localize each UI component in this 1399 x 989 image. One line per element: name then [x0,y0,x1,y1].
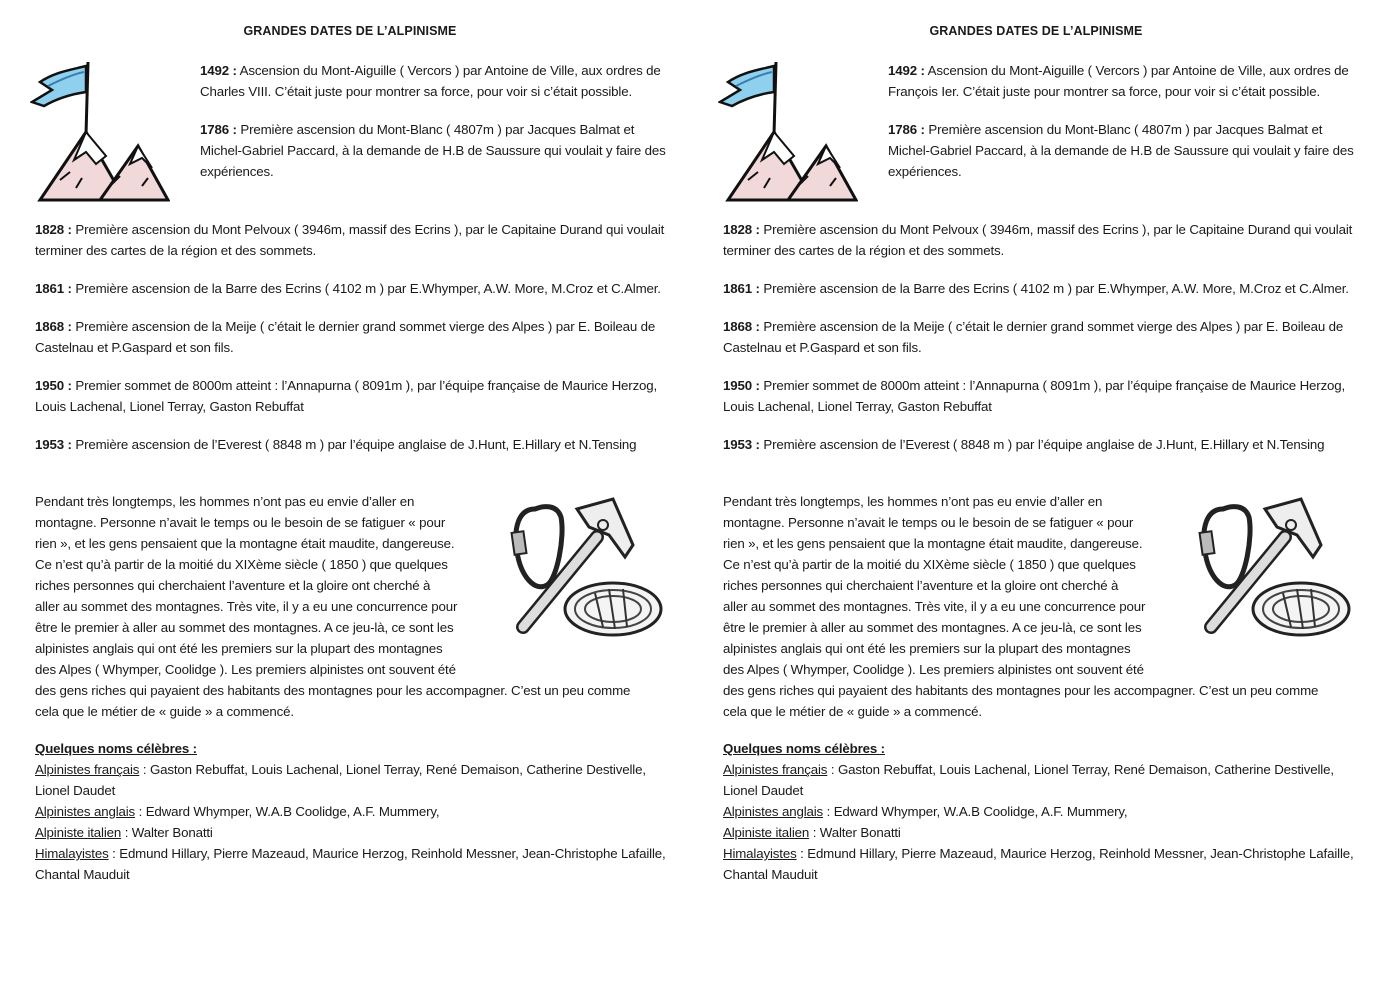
paragraph-line: être le premier à aller au sommet des montagnes. A ce jeu-là, ce sont les [723,620,1142,635]
names-category [723,843,1363,885]
entry-text: Première ascension du Mont Pelvoux ( 3946m, massif des Ecrins ), par le Capitaine Durand qui voulait terminer des cartes de la région et des sommets. [35,222,665,258]
names-heading: Quelques noms célèbres : [723,741,885,756]
entry-text: Première ascension de la Barre des Ecrins ( 4102 m ) par E.Whymper, A.W. More, M.Croz et C.Almer. [759,281,1349,296]
intro-entries [888,60,1358,199]
timeline-entry [35,434,675,455]
paragraph-line: être le premier à aller au sommet des montagnes. A ce jeu-là, ce sont les [35,620,454,635]
entry-text: Première ascension de la Meije ( c’était le dernier grand sommet vierge des Alpes ) par E. Boileau de Castelnau et P.Gaspard et son fils. [723,319,1344,355]
entry-year: 1953 : [723,437,760,452]
entry-year: 1953 : [35,437,72,452]
names-category [35,759,675,801]
entry-year: 1828 : [35,222,72,237]
entry-year: 1950 : [723,378,760,393]
timeline-entry [888,119,1358,182]
category-sep: : [827,762,838,777]
paragraph-line: Ce n’est qu’à partir de la moitié du XIXème siècle ( 1850 ) que quelques [723,557,1136,572]
timeline-entry [35,219,675,261]
category-label: Alpinistes anglais [723,804,824,819]
entry-text: Première ascension du Mont-Blanc ( 4807m ) par Jacques Balmat et Michel-Gabriel Paccard, à la demande de H.B de Saussure qui voulait y faire des expériences. [200,122,666,179]
category-sep: : [121,825,132,840]
page-title: GRANDES DATES DE L’ALPINISME [929,24,1143,38]
category-sep: : [823,804,834,819]
names-category [723,759,1363,801]
entry-text: Première ascension de l’Everest ( 8848 m ) par l’équipe anglaise de J.Hunt, E.Hillary et N.Tensing [759,437,1325,452]
category-label: Alpinistes français [723,762,828,777]
category-label: Alpiniste italien [723,825,810,840]
timeline-entry [200,119,670,182]
entry-year: 1950 : [35,378,72,393]
entry-year: 1492 : [200,63,237,78]
paragraph-line: Pendant très longtemps, les hommes n’ont pas eu envie d’aller en [723,494,1103,509]
timeline-entry [723,316,1363,358]
timeline-entry [35,316,675,358]
category-text: Gaston Rebuffat, Louis Lachenal, Lionel Terray, René Demaison, Catherine Destivelle, Lionel Daudet [723,762,1334,798]
timeline-entry [723,375,1363,417]
mountain-flag-icon [30,60,170,205]
timeline-entry [35,278,675,299]
paragraph-line: des Alpes ( Whymper, Coolidge ). Les premiers alpinistes ont souvent été [35,662,456,677]
category-label: Himalayistes [35,846,109,861]
timeline-entries [723,219,1363,472]
category-sep: : [796,846,808,861]
paragraph-line: des Alpes ( Whymper, Coolidge ). Les premiers alpinistes ont souvent été [723,662,1144,677]
entry-text: Ascension du Mont-Aiguille ( Vercors ) par Antoine de Ville, aux ordres de François Ier. C’était juste pour montrer sa force, pour voir si c’était possible. [888,63,1349,99]
paragraph-line: rien », et les gens pensaient que la montagne était maudite, dangereuse. [35,536,455,551]
page-title: GRANDES DATES DE L’ALPINISME [243,24,457,38]
paragraph-line: des gens riches qui payaient des habitants des montagnes pour les accompagner. C’est un peu comme [723,683,1319,698]
timeline-entry [200,60,670,102]
names-category [723,801,1363,822]
entry-year: 1868 : [35,319,72,334]
entry-text: Première ascension de l’Everest ( 8848 m ) par l’équipe anglaise de J.Hunt, E.Hillary et N.Tensing [71,437,637,452]
category-text: Edmund Hillary, Pierre Mazeaud, Maurice Herzog, Reinhold Messner, Jean-Christophe Lafaille, Chantal Mauduit [35,846,666,882]
names-category [35,822,675,843]
category-text: Walter Bonatti [131,825,213,840]
famous-names-section [35,738,675,885]
entry-year: 1868 : [723,319,760,334]
entry-year: 1786 : [888,122,925,137]
entry-text: Ascension du Mont-Aiguille ( Vercors ) par Antoine de Ville, aux ordres de Charles VIII. C’était juste pour montrer sa force, pour voir si c’était possible. [200,63,661,99]
category-label: Himalayistes [723,846,797,861]
timeline-entry [723,278,1363,299]
entry-text: Première ascension de la Meije ( c’était le dernier grand sommet vierge des Alpes ) par E. Boileau de Castelnau et P.Gaspard et son fils. [35,319,656,355]
entry-text: Première ascension du Mont-Blanc ( 4807m ) par Jacques Balmat et Michel-Gabriel Paccard, à la demande de H.B de Saussure qui voulait y faire des expériences. [888,122,1354,179]
entry-year: 1786 : [200,122,237,137]
timeline-entry [723,219,1363,261]
category-text: Gaston Rebuffat, Louis Lachenal, Lionel Terray, René Demaison, Catherine Destivelle, Lionel Daudet [35,762,646,798]
entry-text: Première ascension du Mont Pelvoux ( 3946m, massif des Ecrins ), par le Capitaine Durand qui voulait terminer des cartes de la région et des sommets. [723,222,1353,258]
entry-year: 1861 : [35,281,72,296]
entry-text: Premier sommet de 8000m atteint : l’Annapurna ( 8091m ), par l’équipe française de Maurice Herzog, Louis Lachenal, Lionel Terray, Gaston Rebuffat [35,378,658,414]
names-category [723,822,1363,843]
paragraph-line: des gens riches qui payaient des habitants des montagnes pour les accompagner. C’est un peu comme [35,683,631,698]
category-text: Edward Whymper, W.A.B Coolidge, A.F. Mummery, [833,804,1128,819]
timeline-entries [35,219,675,472]
paragraph-line: riches personnes qui cherchaient l’aventure et la gloire ont cherché à [723,578,1119,593]
entry-text: Première ascension de la Barre des Ecrins ( 4102 m ) par E.Whymper, A.W. More, M.Croz et C.Almer. [71,281,661,296]
paragraph-line: Ce n’est qu’à partir de la moitié du XIXème siècle ( 1850 ) que quelques [35,557,448,572]
paragraph-line: montagne. Personne n’avait le temps ou le besoin de se fatiguer « pour [35,515,446,530]
category-text: Edward Whymper, W.A.B Coolidge, A.F. Mummery, [145,804,440,819]
timeline-entry [888,60,1358,102]
category-label: Alpiniste italien [35,825,122,840]
category-label: Alpinistes français [35,762,140,777]
paragraph-line: aller au sommet des montagnes. Très vite, il y a eu une concurrence pour [35,599,458,614]
paragraph-line: montagne. Personne n’avait le temps ou le besoin de se fatiguer « pour [723,515,1134,530]
category-text: Edmund Hillary, Pierre Mazeaud, Maurice Herzog, Reinhold Messner, Jean-Christophe Lafaille, Chantal Mauduit [723,846,1354,882]
mountain-flag-icon [718,60,858,205]
paragraph-line: aller au sommet des montagnes. Très vite, il y a eu une concurrence pour [723,599,1146,614]
category-label: Alpinistes anglais [35,804,136,819]
climbing-gear-icon [505,497,665,647]
category-sep: : [139,762,150,777]
famous-names-section [723,738,1363,885]
names-category [35,843,675,885]
entry-year: 1861 : [723,281,760,296]
category-sep: : [809,825,820,840]
category-sep: : [108,846,120,861]
climbing-gear-icon [1193,497,1353,647]
paragraph-line: rien », et les gens pensaient que la montagne était maudite, dangereuse. [723,536,1143,551]
entry-year: 1492 : [888,63,925,78]
document-page-left [35,0,695,989]
timeline-entry [35,375,675,417]
category-sep: : [135,804,146,819]
entry-year: 1828 : [723,222,760,237]
names-category [35,801,675,822]
document-page-right [723,0,1383,989]
paragraph-line: Pendant très longtemps, les hommes n’ont pas eu envie d’aller en [35,494,415,509]
intro-entries [200,60,670,199]
paragraph-line: alpinistes anglais qui ont été les premiers sur la plupart des montagnes [723,641,1131,656]
entry-text: Premier sommet de 8000m atteint : l’Annapurna ( 8091m ), par l’équipe française de Maurice Herzog, Louis Lachenal, Lionel Terray, Gaston Rebuffat [723,378,1346,414]
names-heading: Quelques noms célèbres : [35,741,197,756]
paragraph-line: alpinistes anglais qui ont été les premiers sur la plupart des montagnes [35,641,443,656]
timeline-entry [723,434,1363,455]
paragraph-line: cela que le métier de « guide » a commencé. [35,704,294,719]
paragraph-line: riches personnes qui cherchaient l’aventure et la gloire ont cherché à [35,578,431,593]
paragraph-line: cela que le métier de « guide » a commencé. [723,704,982,719]
category-text: Walter Bonatti [819,825,901,840]
